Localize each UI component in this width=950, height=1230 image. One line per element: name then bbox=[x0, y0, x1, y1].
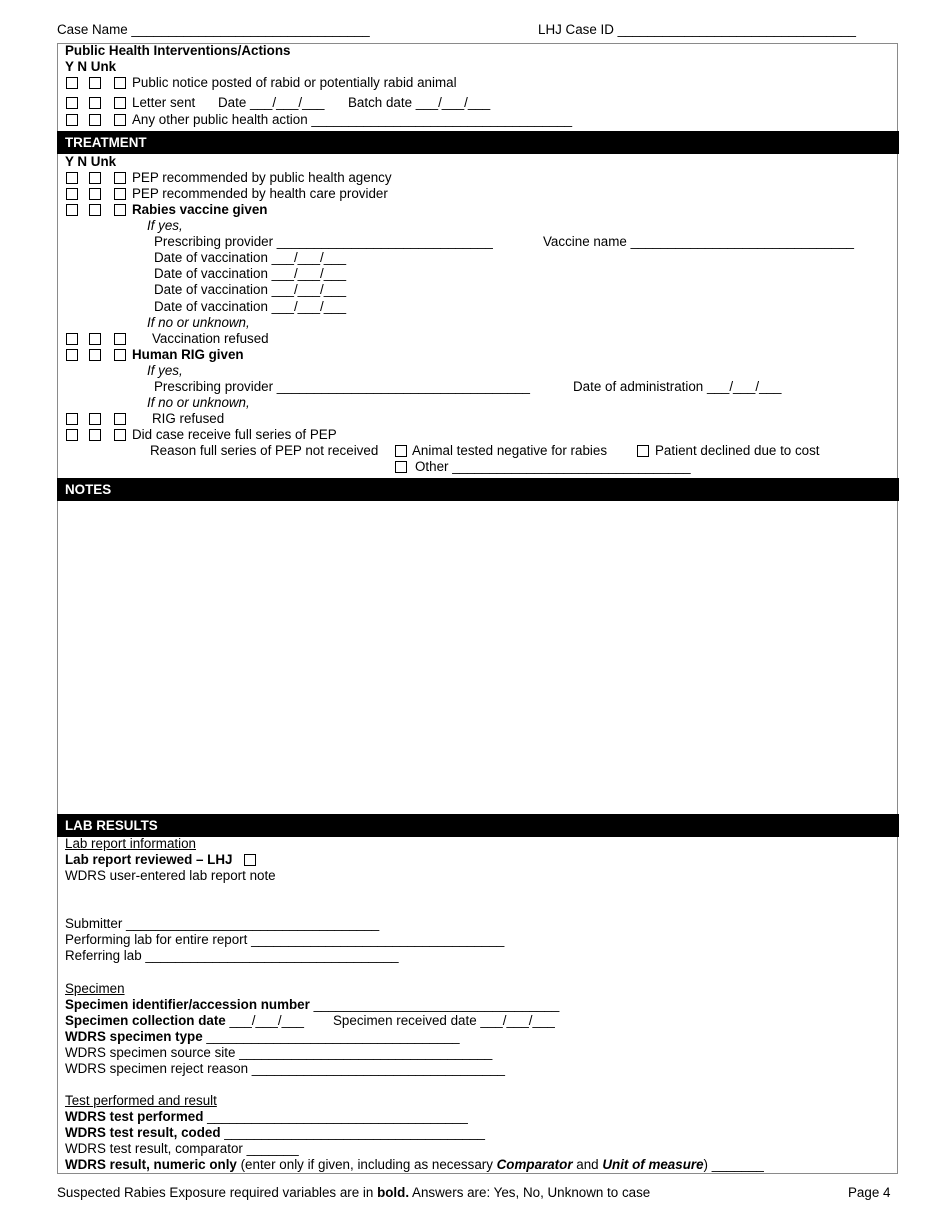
letter-sent-no-checkbox[interactable] bbox=[89, 97, 101, 109]
page-number: Page 4 bbox=[848, 1185, 891, 1200]
collection-date-field[interactable] bbox=[65, 1013, 304, 1029]
treatment-header: TREATMENT bbox=[57, 131, 899, 154]
numeric-note: (enter only if given, including as necessary bbox=[236, 1157, 497, 1172]
other-action-yes-checkbox[interactable] bbox=[66, 114, 78, 126]
result-coded-label: WDRS test result, coded bbox=[65, 1125, 221, 1140]
vaccination-refused-unk-checkbox[interactable] bbox=[114, 333, 126, 345]
letter-sent-label: Letter sent bbox=[132, 95, 196, 110]
footer-note bbox=[57, 1185, 650, 1201]
pep-provider-yes-checkbox[interactable] bbox=[66, 188, 78, 200]
letter-sent-unk-checkbox[interactable] bbox=[114, 97, 126, 109]
collection-date-label: Specimen collection date bbox=[65, 1013, 226, 1028]
rig-refused-unk-checkbox[interactable] bbox=[114, 413, 126, 425]
rig-refused-no-checkbox[interactable] bbox=[89, 413, 101, 425]
rig-given-no-checkbox[interactable] bbox=[89, 349, 101, 361]
reject-reason-field[interactable]: WDRS specimen reject reason __________________________________ bbox=[65, 1061, 505, 1076]
full-series-unk-checkbox[interactable] bbox=[114, 429, 126, 441]
numeric-end: ) _______ bbox=[703, 1157, 764, 1172]
test-performed-field[interactable] bbox=[65, 1109, 468, 1125]
interventions-title: Public Health Interventions/Actions bbox=[65, 43, 291, 58]
pep-agency-yes-checkbox[interactable] bbox=[66, 172, 78, 184]
result-coded-line: ___________________________________ bbox=[220, 1125, 485, 1140]
vaccination-refused-label: Vaccination refused bbox=[152, 331, 269, 346]
other-action-no-checkbox[interactable] bbox=[89, 114, 101, 126]
notes-area[interactable] bbox=[58, 501, 898, 813]
lab-user-note-label: WDRS user-entered lab report note bbox=[65, 868, 276, 883]
reason-cost-checkbox[interactable] bbox=[637, 445, 649, 457]
specimen-heading: Specimen bbox=[65, 981, 125, 996]
vaccination-refused-no-checkbox[interactable] bbox=[89, 333, 101, 345]
specimen-type-label: WDRS specimen type bbox=[65, 1029, 203, 1044]
test-performed-line: ___________________________________ bbox=[203, 1109, 468, 1124]
reason-other-field[interactable]: Other ________________________________ bbox=[415, 459, 691, 474]
test-performed-label: WDRS test performed bbox=[65, 1109, 204, 1124]
rig-prescribing-provider-field[interactable]: Prescribing provider __________________________________ bbox=[154, 379, 531, 394]
submitter-field[interactable]: Submitter __________________________________ bbox=[65, 916, 380, 931]
vaccine-given-unk-checkbox[interactable] bbox=[114, 204, 126, 216]
if-no-label: If no or unknown, bbox=[147, 315, 250, 330]
pep-agency-no-checkbox[interactable] bbox=[89, 172, 101, 184]
rig-given-unk-checkbox[interactable] bbox=[114, 349, 126, 361]
vaccine-name-field[interactable]: Vaccine name ______________________________ bbox=[543, 234, 854, 249]
if-yes-label: If yes, bbox=[147, 218, 183, 233]
footer-note-part2: Answers are: Yes, No, Unknown to case bbox=[409, 1185, 651, 1200]
rig-given-label: Human RIG given bbox=[132, 347, 244, 362]
comparator-term: Comparator bbox=[496, 1157, 573, 1172]
test-heading: Test performed and result bbox=[65, 1093, 217, 1108]
lab-report-info-heading: Lab report information bbox=[65, 836, 197, 851]
public-notice-label: Public notice posted of rabid or potentially rabid animal bbox=[132, 75, 457, 90]
batch-date-field[interactable]: Batch date ___/___/___ bbox=[348, 95, 491, 110]
pep-provider-unk-checkbox[interactable] bbox=[114, 188, 126, 200]
prescribing-provider-field[interactable]: Prescribing provider _____________________________ bbox=[154, 234, 493, 249]
lab-results-header: LAB RESULTS bbox=[57, 814, 899, 837]
vaccination-refused-yes-checkbox[interactable] bbox=[66, 333, 78, 345]
specimen-type-field[interactable] bbox=[65, 1029, 460, 1045]
numeric-result-label: WDRS result, numeric only bbox=[65, 1157, 237, 1172]
pep-agency-label: PEP recommended by public health agency bbox=[132, 170, 392, 185]
numeric-result-field[interactable] bbox=[65, 1157, 764, 1173]
if-no-label: If no or unknown, bbox=[147, 395, 250, 410]
other-action-unk-checkbox[interactable] bbox=[114, 114, 126, 126]
pep-provider-label: PEP recommended by health care provider bbox=[132, 186, 388, 201]
pep-provider-no-checkbox[interactable] bbox=[89, 188, 101, 200]
specimen-id-line: _________________________________ bbox=[309, 997, 560, 1012]
if-yes-label: If yes, bbox=[147, 363, 183, 378]
specimen-id-field[interactable] bbox=[65, 997, 559, 1013]
lab-reviewed-label: Lab report reviewed – LHJ bbox=[65, 852, 233, 867]
lhj-case-id-field[interactable]: LHJ Case ID ________________________________ bbox=[538, 22, 856, 37]
vaccination-date-field[interactable]: Date of vaccination ___/___/___ bbox=[154, 282, 347, 297]
reason-label: Reason full series of PEP not received bbox=[150, 443, 379, 458]
letter-sent-yes-checkbox[interactable] bbox=[66, 97, 78, 109]
reason-negative-checkbox[interactable] bbox=[395, 445, 407, 457]
case-name-field[interactable]: Case Name ________________________________ bbox=[57, 22, 370, 37]
source-site-field[interactable]: WDRS specimen source site __________________________________ bbox=[65, 1045, 493, 1060]
public-notice-yes-checkbox[interactable] bbox=[66, 77, 78, 89]
vaccine-given-label: Rabies vaccine given bbox=[132, 202, 268, 217]
vaccine-given-no-checkbox[interactable] bbox=[89, 204, 101, 216]
referring-lab-field[interactable]: Referring lab __________________________________ bbox=[65, 948, 399, 963]
lab-reviewed-checkbox[interactable] bbox=[244, 854, 256, 866]
vaccine-given-yes-checkbox[interactable] bbox=[66, 204, 78, 216]
rig-refused-label: RIG refused bbox=[152, 411, 225, 426]
specimen-type-line: __________________________________ bbox=[202, 1029, 460, 1044]
reason-negative-label: Animal tested negative for rabies bbox=[412, 443, 608, 458]
rig-given-yes-checkbox[interactable] bbox=[66, 349, 78, 361]
treatment-ynu-header: Y N Unk bbox=[65, 154, 117, 169]
full-series-no-checkbox[interactable] bbox=[89, 429, 101, 441]
performing-lab-field[interactable]: Performing lab for entire report __________________________________ bbox=[65, 932, 505, 947]
reason-cost-label: Patient declined due to cost bbox=[655, 443, 820, 458]
public-notice-unk-checkbox[interactable] bbox=[114, 77, 126, 89]
footer-note-part1: Suspected Rabies Exposure required variables are in bbox=[57, 1185, 378, 1200]
specimen-id-label: Specimen identifier/accession number bbox=[65, 997, 310, 1012]
numeric-and: and bbox=[572, 1157, 603, 1172]
vaccination-date-field[interactable]: Date of vaccination ___/___/___ bbox=[154, 299, 347, 314]
ynu-header: Y N Unk bbox=[65, 59, 117, 74]
full-series-label: Did case receive full series of PEP bbox=[132, 427, 337, 442]
received-date-field[interactable]: Specimen received date ___/___/___ bbox=[333, 1013, 555, 1028]
full-series-yes-checkbox[interactable] bbox=[66, 429, 78, 441]
result-coded-field[interactable] bbox=[65, 1125, 485, 1141]
vaccination-date-field[interactable]: Date of vaccination ___/___/___ bbox=[154, 250, 347, 265]
unit-term: Unit of measure bbox=[602, 1157, 704, 1172]
rig-refused-yes-checkbox[interactable] bbox=[66, 413, 78, 425]
collection-date-line: ___/___/___ bbox=[225, 1013, 304, 1028]
pep-agency-unk-checkbox[interactable] bbox=[114, 172, 126, 184]
reason-other-checkbox[interactable] bbox=[395, 461, 407, 473]
other-action-field[interactable]: Any other public health action ___________________________________ bbox=[132, 112, 573, 127]
rig-date-admin-field[interactable]: Date of administration ___/___/___ bbox=[573, 379, 782, 394]
vaccination-date-field[interactable]: Date of vaccination ___/___/___ bbox=[154, 266, 347, 281]
comparator-field[interactable]: WDRS test result, comparator _______ bbox=[65, 1141, 299, 1156]
public-notice-no-checkbox[interactable] bbox=[89, 77, 101, 89]
letter-date-field[interactable]: Date ___/___/___ bbox=[218, 95, 325, 110]
notes-header: NOTES bbox=[57, 478, 899, 501]
footer-note-bold: bold. bbox=[377, 1185, 410, 1200]
